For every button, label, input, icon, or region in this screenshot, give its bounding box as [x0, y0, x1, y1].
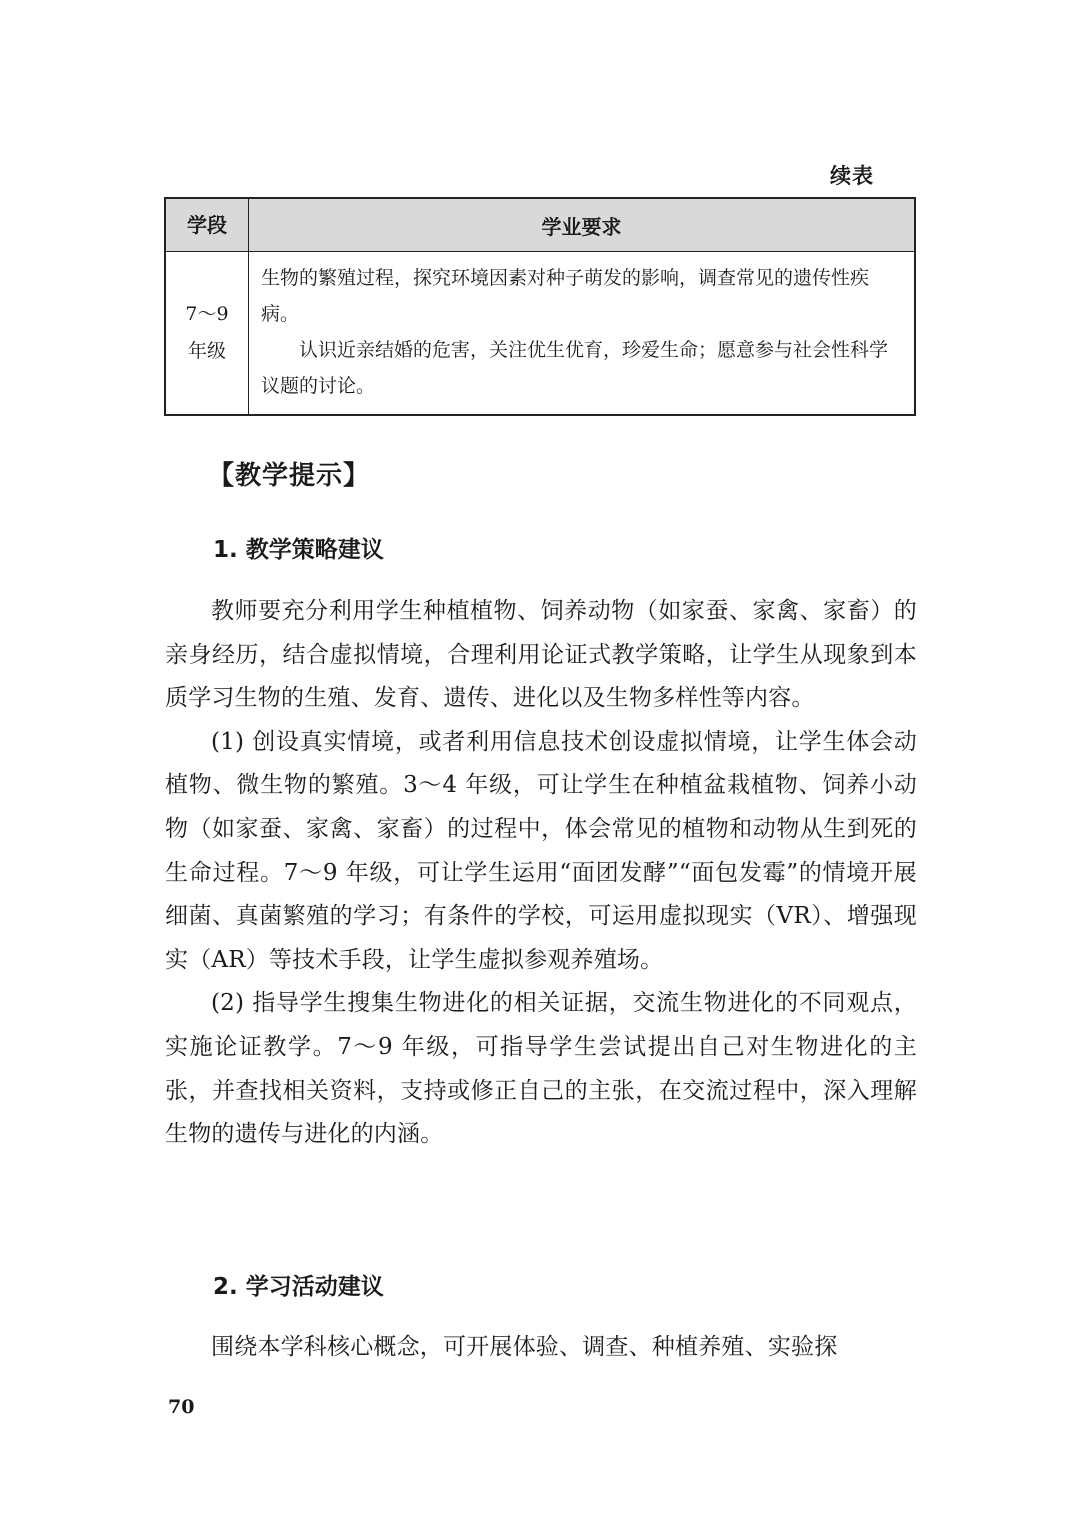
- page-number: 70: [168, 1396, 195, 1418]
- strategy-paragraph-2: (2) 指导学生搜集生物进化的相关证据，交流生物进化的不同观点，实施论证教学。7～9 年级，可指导学生尝试提出自己对生物进化的主张，并查找相关资料，支持或修正自己的主张，在交流过程中，深入理解生物的遗传与进化的内涵。: [165, 990, 917, 1148]
- strategy-paragraph-1: (1) 创设真实情境，或者利用信息技术创设虚拟情境，让学生体会动植物、微生物的繁殖。3～4 年级，可让学生在种植盆栽植物、饲养小动物（如家蚕、家禽、家畜）的过程中，体会常见的植物和动物从生到死的生命过程。7～9 年级，可让学生运用“面团发酵”“面包发霉”的情境开展细菌、真菌繁殖的学习；有条件的学校，可运用虚拟现实（VR）、增强现实（AR）等技术手段，让学生虚拟参观养殖场。: [165, 728, 917, 973]
- section-title: 【教学提示】: [208, 461, 371, 491]
- requirement-cell: [249, 252, 916, 416]
- table-row: [165, 252, 915, 416]
- teaching-strategy-heading: 1. 教学策略建议: [213, 537, 384, 563]
- continued-table-label: 续表: [830, 164, 874, 188]
- strategy-paragraph-intro: 教师要充分利用学生种植植物、饲养动物（如家蚕、家禽、家畜）的亲身经历，结合虚拟情境，合理利用论证式教学策略，让学生从现象到本质学习生物的生殖、发育、遗传、进化以及生物多样性等内容。: [165, 598, 917, 712]
- requirement-paragraph-1: 生物的繁殖过程，探究环境因素对种子萌发的影响，调查常见的遗传性疾病。: [261, 267, 870, 325]
- activity-paragraph-1: 围绕本学科核心概念，可开展体验、调查、种植养殖、实验探: [211, 1334, 838, 1360]
- stage-column-header: 学段: [165, 198, 249, 252]
- table-header-row: [165, 198, 915, 252]
- stage-grade-range: 7～9: [185, 303, 229, 325]
- academic-requirements-table: [164, 197, 916, 416]
- stage-grade-label: 年级: [187, 340, 226, 362]
- learning-activity-body: [165, 1326, 917, 1370]
- requirement-paragraph-2: 认识近亲结婚的危害，关注优生优育，珍爱生命；愿意参与社会性科学议题的讨论。: [261, 339, 889, 397]
- requirement-column-header: 学业要求: [249, 198, 916, 252]
- teaching-strategy-body: [165, 590, 917, 1157]
- stage-cell: [165, 252, 249, 416]
- learning-activity-heading: 2. 学习活动建议: [213, 1274, 384, 1300]
